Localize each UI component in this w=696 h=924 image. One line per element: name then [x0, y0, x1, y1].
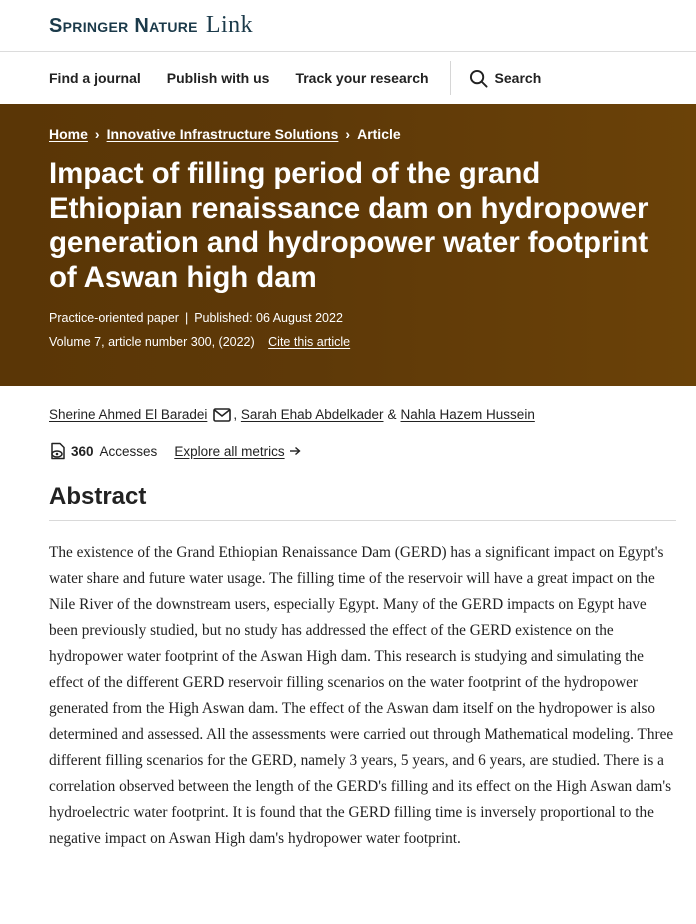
author-link[interactable]: Nahla Hazem Hussein	[400, 407, 535, 422]
nav-find-journal[interactable]: Find a journal	[49, 70, 141, 86]
article-title: Impact of filling period of the grand Ethiopian renaissance dam on hydropower generation and hydropower water footprint of Aswan high dam	[49, 157, 649, 294]
article-meta: Practice-oriented paper | Published: 06 August 2022	[49, 311, 343, 325]
arrow-right-icon	[289, 446, 305, 456]
breadcrumb-current: Article	[357, 126, 401, 142]
explore-metrics-link[interactable]: Explore all metrics	[174, 443, 285, 459]
author-link[interactable]: Sarah Ehab Abdelkader	[240, 407, 384, 422]
nav-publish-with-us[interactable]: Publish with us	[166, 70, 270, 86]
accesses-icon	[49, 442, 67, 460]
springer-nature-link-logo[interactable]	[49, 12, 253, 39]
article-hero	[0, 104, 696, 386]
search-label: Search	[494, 70, 542, 86]
brand-product: Link	[205, 12, 254, 38]
abstract-text: The existence of the Grand Ethiopian Renaissance Dam (GERD) has a significant impact on Egypt's water share and future water usage. The filling time of the reservoir will have a great impact on the Nile River of the downstream users, especially Egypt. Many of the GERD impacts on Egypt have been previously studied, but no study has addressed the effect of the GERD existence on the hydropower water footprint of the Aswan High dam. This research is studying and simulating the effect of the different GERD reservoir filling scenarios on the water footprint of the hydropower generated from the High Aswan dam. The effect of the Aswan dam itself on the hydropower is also determined and assessed. All the assessments were carried out through Mathematical modeling. Three different filling scenarios for the GERD, namely 3 years, 5 years, and 6 years, are studied. There is a correlation observed between the length of the GERD's filling and its effect on the High Aswan dam's hydroelectric water footprint. It is found that the GERD filling time is inversely proportional to the negative impact on Aswan High dam's hydropower water footprint.	[49, 544, 674, 847]
brand-publisher: Springer Nature	[49, 15, 198, 37]
nav-divider	[450, 61, 451, 95]
abstract-section	[0, 483, 696, 852]
cite-article-link[interactable]: Cite this article	[268, 335, 351, 349]
abstract-heading: Abstract	[49, 483, 676, 521]
search-button[interactable]	[469, 69, 542, 88]
brand-bar	[0, 0, 696, 52]
volume-info: Volume 7, article number 300, (2022)	[49, 335, 255, 349]
author-list: Sherine Ahmed El Baradei , Sarah Ehab Abdelkader & Nahla Hazem Hussein	[49, 407, 535, 422]
article-metrics	[0, 442, 696, 460]
breadcrumb-home[interactable]: Home	[49, 126, 88, 142]
published-date: Published: 06 August 2022	[194, 311, 343, 325]
breadcrumb	[49, 126, 668, 142]
chevron-right-icon: ›	[94, 126, 100, 142]
chevron-right-icon: ›	[345, 126, 351, 142]
search-icon	[469, 69, 488, 88]
breadcrumb-journal[interactable]: Innovative Infrastructure Solutions	[106, 126, 339, 142]
article-type: Practice-oriented paper	[49, 311, 179, 325]
mail-icon[interactable]	[213, 408, 231, 422]
author-separator: &	[387, 407, 397, 422]
accesses-count: 360	[71, 443, 94, 459]
accesses-label: Accesses	[99, 443, 158, 459]
main-nav	[0, 52, 696, 104]
article-volume-line	[49, 335, 668, 349]
nav-track-research[interactable]: Track your research	[295, 70, 429, 86]
author-link[interactable]: Sherine Ahmed El Baradei	[49, 407, 208, 422]
